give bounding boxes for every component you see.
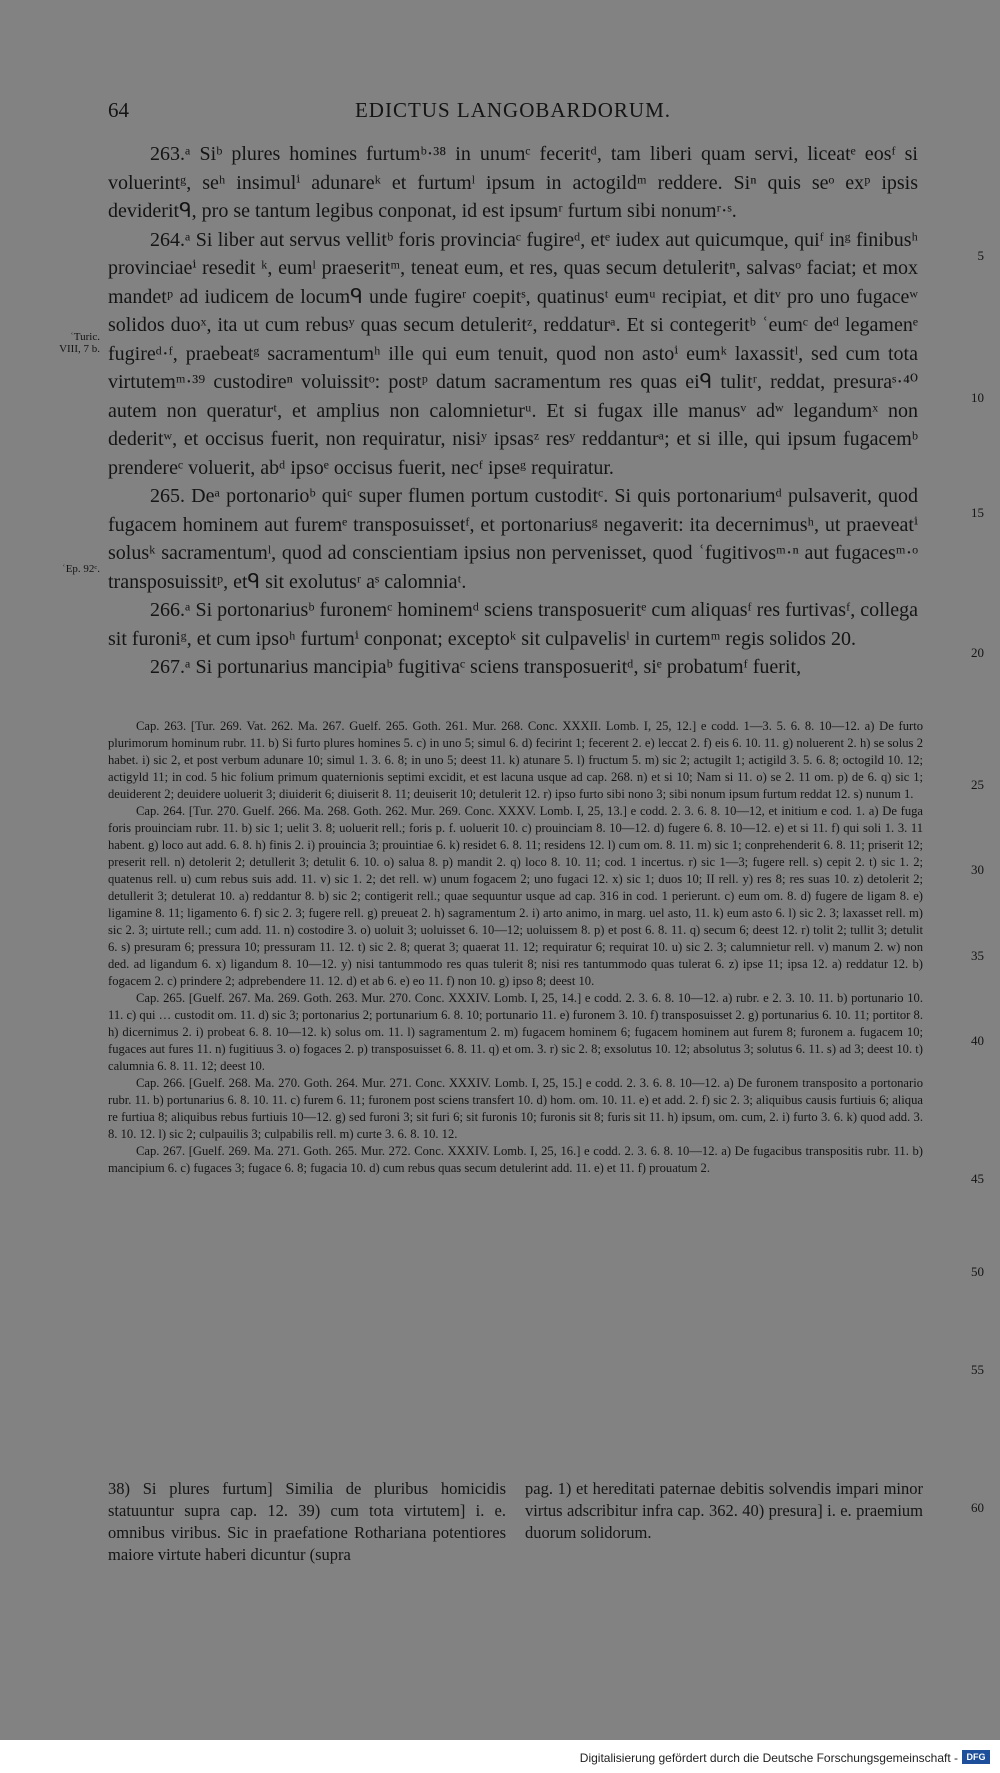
chapter-266: 266.ᵃ Si portonariusᵇ furonemᶜ hominemᵈ sciens transposueritᵉ cum aliquasᶠ res furtivasᶠ, collega sit furoniᵍ, et cum ipsoʰ furtumⁱ conponat; exceptoᵏ sit culpavelisˡ in curtemᵐ regis solidos 20. — [108, 599, 918, 650]
margin-note: ʿTuric. VIII, 7 b. — [59, 331, 100, 355]
line-number: 50 — [971, 1264, 984, 1279]
line-number: 45 — [971, 1171, 984, 1186]
page-header — [108, 98, 918, 124]
apparatus-cap-267: Cap. 267. [Guelf. 269. Ma. 271. Goth. 265. Mur. 272. Conc. XXXIV. Lomb. I, 25, 16.] e codd. 2. 3. 6. 8. 10—12. a) De fugacibus transpositis rubr. 11. b) mancipium 6. c) fugaces 3; fugace 6. 8; fugacia 10. d) cum rebus quas secum detulerint add. 11. e) et 11. f) prouatum 2. — [108, 1144, 923, 1175]
line-number: 5 — [977, 248, 984, 263]
line-number: 30 — [971, 862, 984, 877]
apparatus-cap-264: Cap. 264. [Tur. 270. Guelf. 266. Ma. 268. Goth. 262. Mur. 269. Conc. XXXV. Lomb. I, 25, 13.] e codd. 2. 3. 6. 8. 10—12, et initium e cod. 1. a) De fuga foris prouinciam rubr. 11. b) sic 1; uelit 3. 8; uoluerit rell.; foris p. f. uoluerit 10. c) prouinciam 8. 10—12. d) fugere 6. 8. 10—12. e) et si 11. f) qui soli 1. 3. 11 habent. g) loco aut add. 6. 8. h) finis 2. i) prouincia 3; prouintiae 6. k) residet 6. 8. 11; residens 12. l) cum om. 8. 11. m) sic 1; conprehenderit 6. 8. 11; priserit 12; preserit rell. n) detolerit 2; detullerit 3; detulit 6. 10. o) salua 8. p) mandit 2. q) loco 8. 10. 11; cod. 1 incertus. r) sic 1—3; fugere rell. s) cepit 2. t) sic 1. 2; quatenus rell. u) cum rebus suis add. 11. v) sic 1. 2; det rell. w) unum fogacem 2; uno fugaci 12. x) sic 1; duos 10; II rell. y) res 8; res suas 10. z) detolerit 2; detullerit 3; detulerat 10. a) reddantur 8. b) sic 2; contigerit rell.; quae sequuntur usque ad cap. 316 in cod. 1 perierunt. c) eum om. 8. d) fugere de ligam 8. e) ligamine 8. 11; ligamento 6. f) sic 2. 3; fugere rell. g) preueat 2. h) sagramentum 2. i) arto animo, in marg. uel asto, 11. k) eum asto 6. l) sic 2. 3; laxasset rell. m) sic 2. 3; uirtute rell.; cum add. 11. n) costodire 3. o) uoluit 3; uoluisset 6. 10—12; uoluissem 8. p) et post 6. 8. 11. q) secum 6; deest 12. r) tolit 2; tullit 3; detulit 6. s) presuram 6; pressura 10; pressuram 11. 12. t) sic 2. 8; querat 3; quaerat 11. 12; requiratur 6; requirat 10. u) sic 2. 3; calumnietur rell. v) manum 2. w) non ded. ad ligandum 6. x) ligandum 8. 10—12. y) nisi tantummodo res quas tulerit 8; nisi res tantummodo quas tulerat 6. z) ipse 11; ipsa 12. a) reddatur 12. b) fogacem 2. c) prindere 2; adprebendere 11. 12. d) et ab 6. e) eo 11. f) non 10. g) ipso 8; deest 10. — [108, 804, 923, 988]
margin-note: ʿEp. 92ᶜ. — [62, 563, 100, 575]
line-number: 55 — [971, 1362, 984, 1377]
critical-apparatus — [108, 718, 923, 1177]
footer-bar — [0, 1748, 1000, 1768]
chapter-267: 267.ᵃ Si portunarius mancipiaᵇ fugitivaᶜ sciens transposueritᵈ, siᵉ probatumᶠ fuerit, — [150, 656, 802, 678]
line-number: 15 — [971, 505, 984, 520]
running-head: EDICTUS LANGOBARDORUM. — [354, 98, 671, 122]
apparatus-cap-263: Cap. 263. [Tur. 269. Vat. 262. Ma. 267. Guelf. 265. Goth. 261. Mur. 268. Conc. XXXII. Lomb. I, 25, 12.] e codd. 1—3. 5. 6. 8. 10—12. a) De furto plurimorum hominum rubr. 11. b) Si furto plures homines 5. c) in uno 5; simul 6. d) fecirint 1; fecerent 2. e) leccat 2. f) eis 6. 10. 11. g) noluerent 2. h) se solus 2 habet. i) sic 2, et post verbum adunare 10; simul 1. 3. 6. 8; in uno 5; deest 11. k) atunare 5. l) fructum 5. m) sic 2; actugilt 1; actigild 3. 5. 6. 8; octogild 10. 12; actigyld 11; in cod. 5 hic folium primum quaternionis septimi excidit, et est lacuna usque ad cap. 268. n) et si 10; Nam si 11. o) se 2. 11 om. p) de 6. q) sic 1; deuiderent 2; deuidere uoluerit 3; diuiderit 6; diuiserit 8. 11; deuiserit 10; detulerit 12. r) ipso furto sibi nono 3; sibi nonum ipsum furtum reddat 12. s) nunum 1. — [108, 719, 923, 801]
line-number: 60 — [971, 1500, 984, 1515]
apparatus-cap-266: Cap. 266. [Guelf. 268. Ma. 270. Goth. 264. Mur. 271. Conc. XXXIV. Lomb. I, 25, 15.] e codd. 2. 3. 6. 8. 10—12. a) De furonem transposito a portonario rubr. 11. b) portunarius 6. 8. 10. 11. c) furem 6. 11; furonem post sciens transfert 10. d) hom. om. 10. 11. e) et add. 2. f) sic 2. 3; aliquibus causis furtiuis 6; aliqua re furtiua 8; aliquibus rebus furtiuis 10—12. g) sed furoni 3; sit furi 6; sit furonis 10; furonis sit 8; furis sit 11. h) ipsum, om. cum, 2. i) furto 3. 6. k) quod add. 3. 8. 10. 12. l) sic 2; culpauilis 3; culpabilis rell. m) curte 3. 6. 8. 10. 12. — [108, 1076, 923, 1141]
page-number: 64 — [108, 98, 129, 122]
line-number: 40 — [971, 1033, 984, 1048]
line-number: 10 — [971, 390, 984, 405]
line-number: 35 — [971, 948, 984, 963]
chapter-264: 264.ᵃ Si liber aut servus vellitᵇ foris provinciaᶜ fugireᵈ, etᵉ iudex aut quicumque, quiᶠ inᵍ finibusʰ provinciaeⁱ resedit ᵏ, eumˡ praeseritᵐ, teneat eum, et res, quas secum detuleritⁿ, salvasᵒ faciat; et mox mandetᵖ ad iudicem de locumᑫ unde fugireʳ coepitˢ, quatinusᵗ eumᵘ recipiat, et ditᵛ pro uno fugaceʷ solidos duoˣ, ita ut cum rebusʸ quas secum detuleritᶻ, reddaturᵃ. Et si contegeritᵇ ʿeumᶜ deᵈ legamenᵉ fugireᵈ·ᶠ, praebeatᵍ sacramentumʰ ille qui eum tenuit, quod non astoⁱ eumᵏ laxassitˡ, sed cum tota virtutemᵐ·³⁹ custodireⁿ voluissitᵒ: postᵖ datum sacramentum res quas eiᑫ tulitʳ, reddat, presuraˢ·⁴⁰ autem non queraturᵗ, et amplius non calomnieturᵘ. Et si fugax ille manusᵛ adʷ legandumˣ non dederitʷ, et occisus fuerit, non requiratur, nisiʸ ipsasᶻ resʸ reddanturᵃ; et si ille, qui ipsum fugacemᵇ prendereᶜ voluerit, abᵈ ipsoᵉ occisus fuerit, necᶠ ipseᵍ requiratur. — [108, 228, 918, 479]
apparatus-cap-265: Cap. 265. [Guelf. 267. Ma. 269. Goth. 263. Mur. 270. Conc. XXXIV. Lomb. I, 25, 14.] e codd. 2. 3. 6. 8. 10—12. a) rubr. e 2. 3. 10. 11. b) portunario 10. 11. c) qui … custodit om. 11. d) sic 3; portonarius 2; portunarium 6. 8. 10; portunario 11. e) furonem 3. 10. f) transposuisset 2. g) portunarius 6. 10. 11; portitor 8. h) dicernimus 2. i) probeat 6. 8. 10—12. k) solus om. 11. l) sagramentum 2. m) fugacem hominem 6; fugacem hominem aut furem 8; furonem a. fugacem 10; fugaces aut fures 11. n) fugitiuus 3. o) fogaces 2. p) transposuisset 6. 8. 11. q) et om. 3. r) sic 2. 8; exsolutus 10. 12; absolutus 3; solutus 6. 11. s) ad 3; deest 10. t) calumnia 6. 8. 11. 12; deest 10. — [108, 991, 923, 1073]
notes-right-column: pag. 1) et hereditati paternae debitis solvendis impari minor virtus adscribitur infra cap. 362. 40) presura] i. e. praemium duorum solidorum. — [525, 1479, 923, 1542]
main-text — [108, 140, 918, 682]
line-number: 25 — [971, 777, 984, 792]
chapter-263: 263.ᵃ Siᵇ plures homines furtumᵇ·³⁸ in unumᶜ feceritᵈ, tam liberi quam servi, liceatᵉ eosᶠ si voluerintᵍ, seʰ insimulⁱ adunareᵏ et furtumˡ ipsum in actogildᵐ reddere. Siⁿ quis seᵒ exᵖ ipsis devideritᑫ, pro se tantum legibus conponat, id est ipsumʳ furtum sibi nonumʳ·ˢ. — [108, 143, 918, 222]
dfg-logo-icon: DFG — [962, 1750, 990, 1764]
chapter-265: 265. Deᵃ portonarioᵇ quiᶜ super flumen portum custoditᶜ. Si quis portonariumᵈ pulsaverit, quod fugacem hominem aut furemᵉ transposuissetᶠ, et portonariusᵍ negaverit: ita decernimusʰ, ut praeveatⁱ solusᵏ sacramentumˡ, quod ad conscientiam ipsius non pervenisset, quod ʿfugitivosᵐ·ⁿ aut fugacesᵐ·ᵒ transposuissitᵖ, etᑫ sit exolutusʳ aˢ calomniaᵗ. — [108, 485, 918, 593]
dfg-credit: Digitalisierung gefördert durch die Deutsche Forschungsgemeinschaft - — [579, 1751, 958, 1765]
line-number: 20 — [971, 645, 984, 660]
notes-left-column: 38) Si plures furtum] Similia de pluribus homicidis statuuntur supra cap. 12. 39) cum tota virtutem] i. e. omnibus viribus. Sic in praefatione Rothariana potentiores maiore virtute haberi dicuntur (supra — [108, 1479, 506, 1564]
